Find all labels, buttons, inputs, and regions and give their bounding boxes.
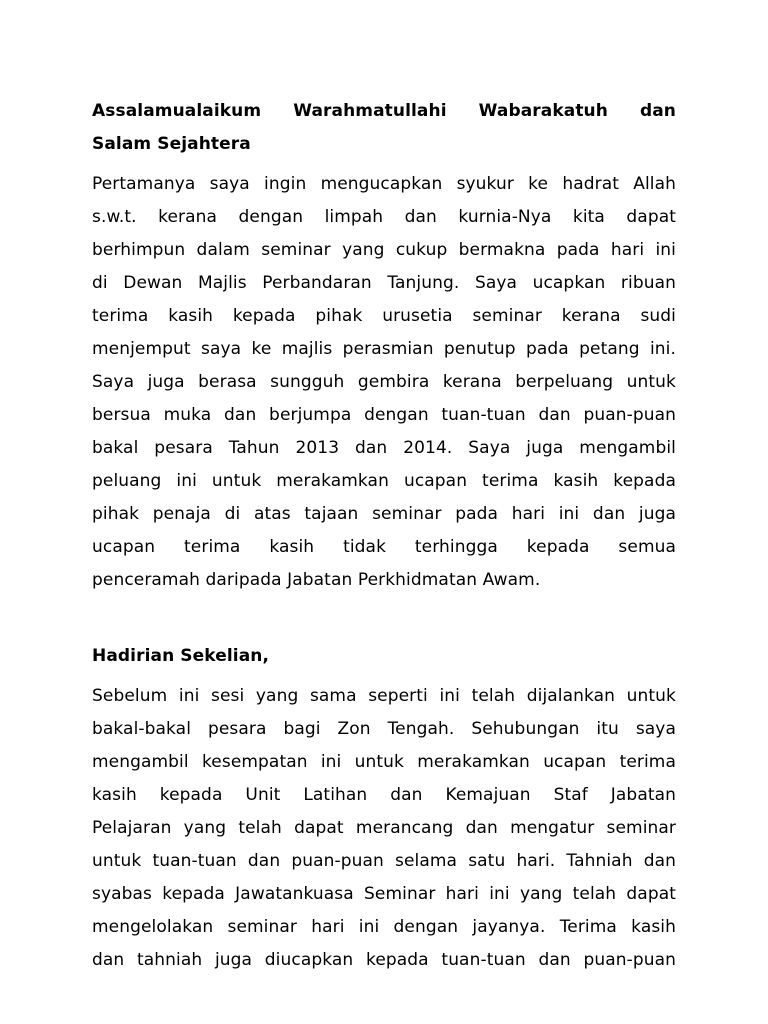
document-content bbox=[92, 95, 676, 977]
heading-line: Hadirian Sekelian, bbox=[92, 646, 270, 666]
paragraph-line: pihak penaja di atas tajaan seminar pada hari ini dan juga bbox=[92, 504, 676, 524]
heading-line: Assalamualaikum Warahmatullahi Wabarakatuh dan bbox=[92, 101, 676, 121]
paragraph-line: mengelolakan seminar hari ini dengan jayanya. Terima kasih bbox=[92, 917, 676, 937]
paragraph-line: syabas kepada Jawatankuasa Seminar hari ini yang telah dapat bbox=[92, 884, 676, 904]
paragraph-line: bersua muka dan berjumpa dengan tuan-tuan dan puan-puan bbox=[92, 405, 676, 425]
paragraph-line: Saya juga berasa sungguh gembira kerana berpeluang untuk bbox=[92, 372, 676, 392]
paragraph-line: Pelajaran yang telah dapat merancang dan mengatur seminar bbox=[92, 818, 676, 838]
paragraph-line: terima kasih kepada pihak urusetia seminar kerana sudi bbox=[92, 306, 676, 326]
paragraph-line: kasih kepada Unit Latihan dan Kemajuan Staf Jabatan bbox=[92, 785, 676, 805]
paragraph-line: Pertamanya saya ingin mengucapkan syukur ke hadrat Allah bbox=[92, 174, 676, 194]
paragraph-line: menjemput saya ke majlis perasmian penutup pada petang ini. bbox=[92, 339, 676, 359]
paragraph-line: mengambil kesempatan ini untuk merakamkan ucapan terima bbox=[92, 752, 676, 772]
paragraph-line: penceramah daripada Jabatan Perkhidmatan Awam. bbox=[92, 570, 541, 590]
opening-paragraph bbox=[92, 168, 676, 597]
paragraph-line: s.w.t. kerana dengan limpah dan kurnia-Nya kita dapat bbox=[92, 207, 676, 227]
paragraph-line: bakal-bakal pesara bagi Zon Tengah. Sehubungan itu saya bbox=[92, 719, 676, 739]
salutation-heading bbox=[92, 95, 676, 161]
audience-heading bbox=[92, 640, 676, 673]
paragraph-line: bakal pesara Tahun 2013 dan 2014. Saya juga mengambil bbox=[92, 438, 676, 458]
paragraph-line: untuk tuan-tuan dan puan-puan selama satu hari. Tahniah dan bbox=[92, 851, 676, 871]
paragraph-line: di Dewan Majlis Perbandaran Tanjung. Saya ucapkan ribuan bbox=[92, 273, 676, 293]
paragraph-line: peluang ini untuk merakamkan ucapan terima kasih kepada bbox=[92, 471, 676, 491]
second-paragraph bbox=[92, 680, 676, 977]
paragraph-line: Sebelum ini sesi yang sama seperti ini telah dijalankan untuk bbox=[92, 686, 676, 706]
paragraph-line: dan tahniah juga diucapkan kepada tuan-tuan dan puan-puan bbox=[92, 950, 676, 970]
paragraph-line: berhimpun dalam seminar yang cukup bermakna pada hari ini bbox=[92, 240, 676, 260]
heading-line: Salam Sejahtera bbox=[92, 134, 251, 154]
paragraph-line: ucapan terima kasih tidak terhingga kepada semua bbox=[92, 537, 676, 557]
